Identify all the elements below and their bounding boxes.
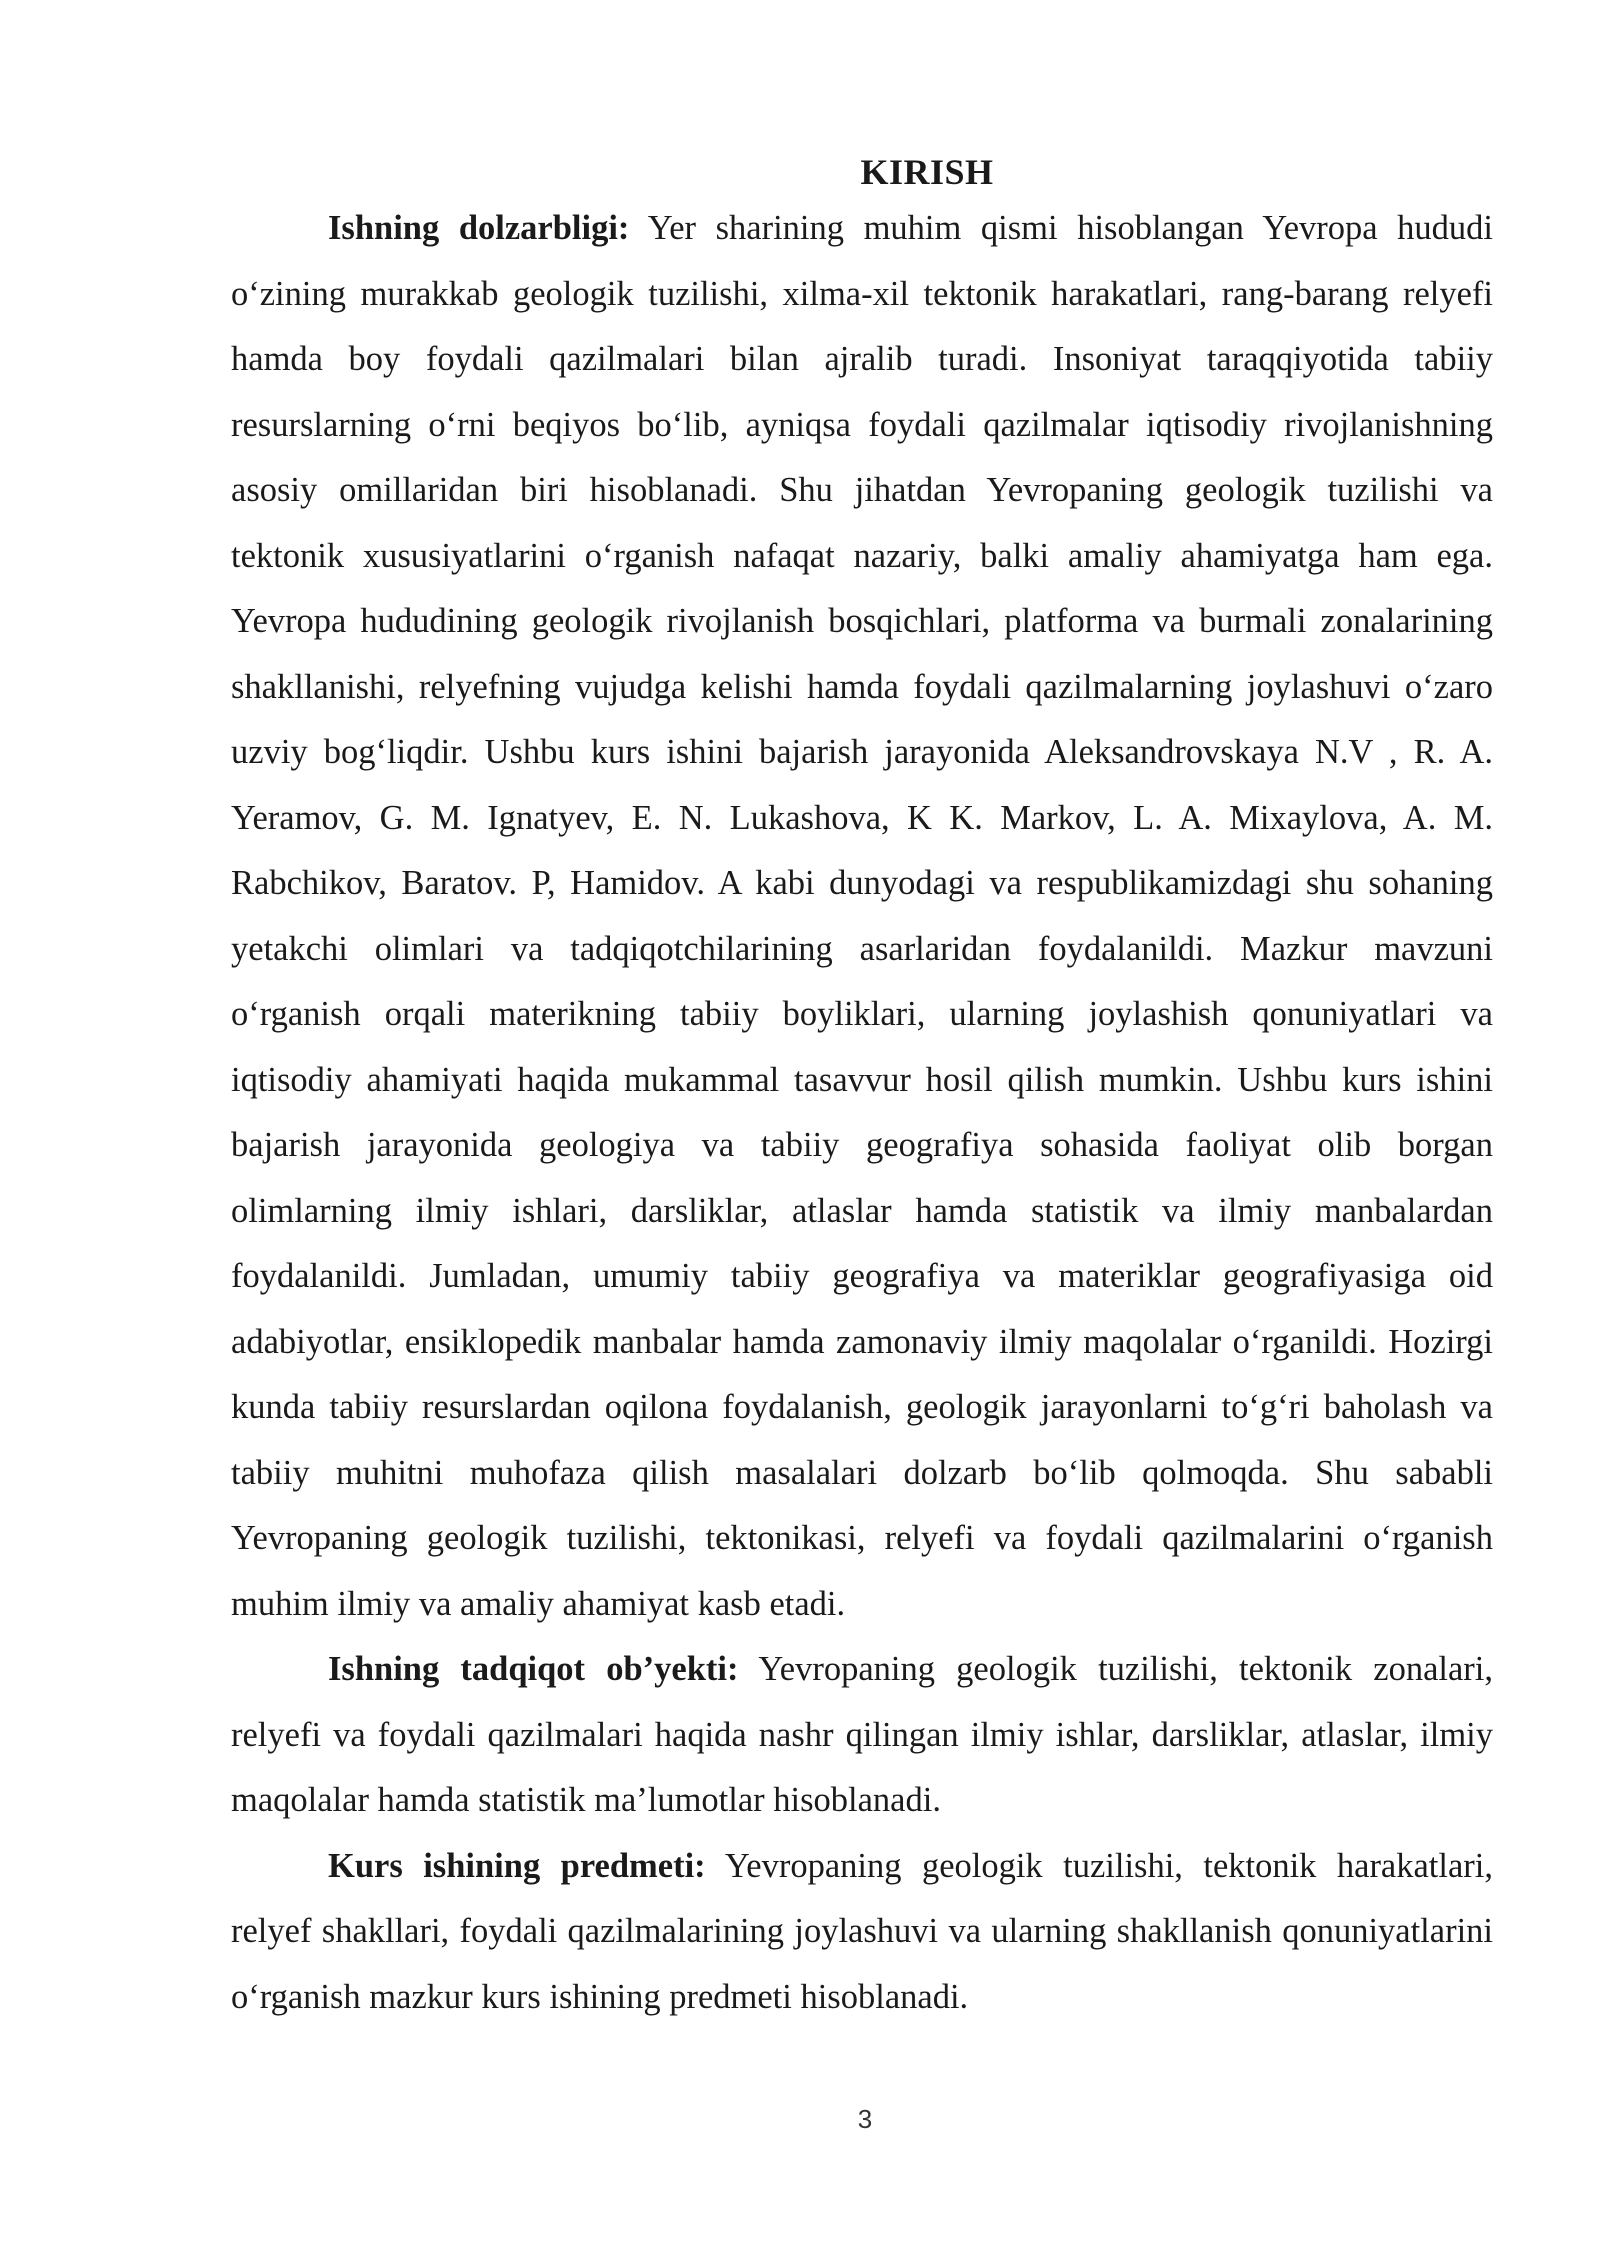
paragraph-lead: Kurs ishining predmeti: — [328, 1846, 706, 1885]
paragraph-subject — [231, 1834, 1493, 2031]
paragraph-body: Yevropaning geologik tuzilishi, tektonik harakatlari, relyef shakllari, foydali qazilmalarining joylashuvi va ularning shakllanish qonuniyatlarini o‘rganish mazkur kurs ishining predmeti hisoblanadi. — [231, 1846, 1493, 2016]
paragraph-relevance — [231, 196, 1493, 1637]
paragraph-lead: Ishning tadqiqot ob’yekti: — [328, 1650, 739, 1688]
paragraph-body: Yevropaning geologik tuzilishi, tektonik zonalari, relyefi va foydali qazilmalari haqida nashr qilingan ilmiy ishlar, darsliklar, atlaslar, ilmiy maqolalar hamda statistik ma’lumotlar hisoblanadi. — [231, 1650, 1493, 1819]
page-number: 3 — [857, 2104, 873, 2134]
paragraph-research-object — [231, 1637, 1493, 1834]
page-title: KIRISH — [860, 152, 994, 192]
document-page — [231, 150, 1493, 2030]
paragraph-body: Yer sharining muhim qismi hisoblangan Yevropa hududi o‘zining murakkab geologik tuzilishi, xilma-xil tektonik harakatlari, rang-barang relyefi hamda boy foydali qazilmalari bilan ajralib turadi. Insoniyat taraqqiyotida tabiiy resurslarning o‘rni beqiyos bo‘lib, ayniqsa foydali qazilmalar iqtisodiy rivojlanishning asosiy omillaridan biri hisoblanadi. Shu jihatdan Yevropaning geologik tuzilishi va tektonik xususiyatlarini o‘rganish nafaqat nazariy, balki amaliy ahamiyatga ham ega. Yevropa hududining geologik rivojlanish bosqichlari, platforma va burmali zonalarining shakllanishi, relyefning vujudga kelishi hamda foydali qazilmalarning joylashuvi o‘zaro uzviy bog‘liqdir. Ushbu kurs ishini bajarish jarayonida Aleksandrovskaya N.V , R. A. Yeramov, G. M. Ignatyev, E. N. Lukashova, K K. Markov, L. A. Mixaylova, A. M. Rabchikov, Baratov. P, Hamidov. A kabi dunyodagi va respublikamizdagi shu sohaning yetakchi olimlari va tadqiqotchilarining asarlaridan foydalanildi. Mazkur mavzuni o‘rganish orqali materikning tabiiy boyliklari, ularning joylashish qonuniyatlari va iqtisodiy ahamiyati haqida mukammal tasavvur hosil qilish mumkin. Ushbu kurs ishini bajarish jarayonida geologiya va tabiiy geografiya sohasida faoliyat olib borgan olimlarning ilmiy ishlari, darsliklar, atlaslar hamda statistik va ilmiy manbalardan foydalanildi. Jumladan, umumiy tabiiy geografiya va materiklar geografiyasiga oid adabiyotlar, ensiklopedik manbalar hamda zamonaviy ilmiy maqolalar o‘rganildi. Hozirgi kunda tabiiy resurslardan oqilona foydalanish, geologik jarayonlarni to‘g‘ri baholash va tabiiy muhitni muhofaza qilish masalalari dolzarb bo‘lib qolmoqda. Shu sababli Yevropaning geologik tuzilishi, tektonikasi, relyefi va foydali qazilmalarini o‘rganish muhim ilmiy va amaliy ahamiyat kasb etadi. — [231, 209, 1493, 1623]
paragraph-lead: Ishning dolzarbligi: — [328, 209, 630, 247]
